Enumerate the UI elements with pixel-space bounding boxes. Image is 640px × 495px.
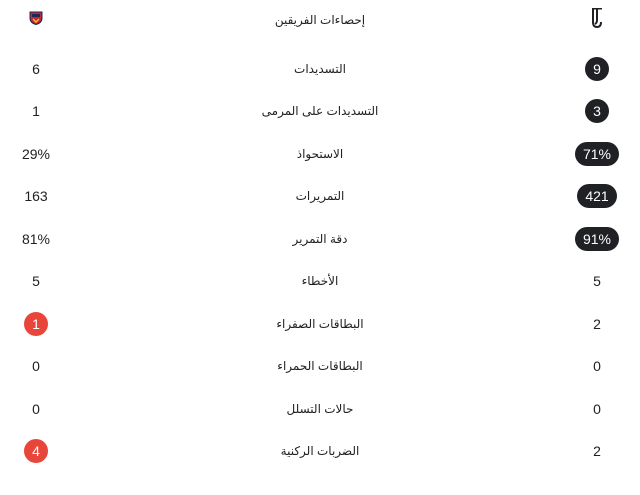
stat-row-offsides xyxy=(0,389,640,429)
stat-row-red-cards xyxy=(0,346,640,386)
stat-label: التسديدات على المرمى xyxy=(261,104,379,118)
away-value-pill: 421 xyxy=(577,184,616,208)
stat-label: الأخطاء xyxy=(301,274,339,288)
home-value: 163 xyxy=(24,188,48,204)
genoa-crest-icon xyxy=(29,11,43,30)
home-value: 81% xyxy=(21,231,51,247)
home-value: 0 xyxy=(32,358,40,374)
stat-label: التسديدات xyxy=(294,62,346,76)
away-value: 0 xyxy=(593,401,601,417)
home-value: 29% xyxy=(21,146,51,162)
away-value: 2 xyxy=(593,443,601,459)
away-value-pill: 3 xyxy=(585,99,609,123)
stat-row-yellow-cards xyxy=(0,304,640,344)
stat-label: البطاقات الحمراء xyxy=(277,359,363,373)
away-value: 0 xyxy=(593,358,601,374)
stat-row-shots-on-target xyxy=(0,91,640,131)
stat-label: البطاقات الصفراء xyxy=(276,317,364,331)
away-value: 2 xyxy=(593,316,601,332)
away-value: 5 xyxy=(593,273,601,289)
stat-label: دقة التمرير xyxy=(292,232,348,246)
away-value-pill: 71% xyxy=(575,142,619,166)
home-value-pill: 4 xyxy=(24,439,48,463)
stat-row-shots xyxy=(0,49,640,89)
stat-row-fouls xyxy=(0,261,640,301)
stat-row-corners xyxy=(0,431,640,471)
away-value-pill: 9 xyxy=(585,57,609,81)
home-value: 5 xyxy=(32,273,40,289)
stat-label: التمريرات xyxy=(295,189,345,203)
home-value: 6 xyxy=(32,61,40,77)
home-value-pill: 1 xyxy=(24,312,48,336)
stat-label: حالات التسلل xyxy=(286,402,354,416)
home-value: 1 xyxy=(32,103,40,119)
team-stats-header xyxy=(0,0,640,40)
juventus-logo-icon xyxy=(590,7,604,34)
stat-label: الضربات الركنية xyxy=(280,444,360,458)
stat-row-pass-accuracy xyxy=(0,219,640,259)
stat-label: الاستحواذ xyxy=(296,147,344,161)
stat-row-passes xyxy=(0,176,640,216)
stat-row-possession xyxy=(0,134,640,174)
away-value-pill: 91% xyxy=(575,227,619,251)
page-title: إحصاءات الفريقين xyxy=(274,13,366,27)
home-value: 0 xyxy=(32,401,40,417)
